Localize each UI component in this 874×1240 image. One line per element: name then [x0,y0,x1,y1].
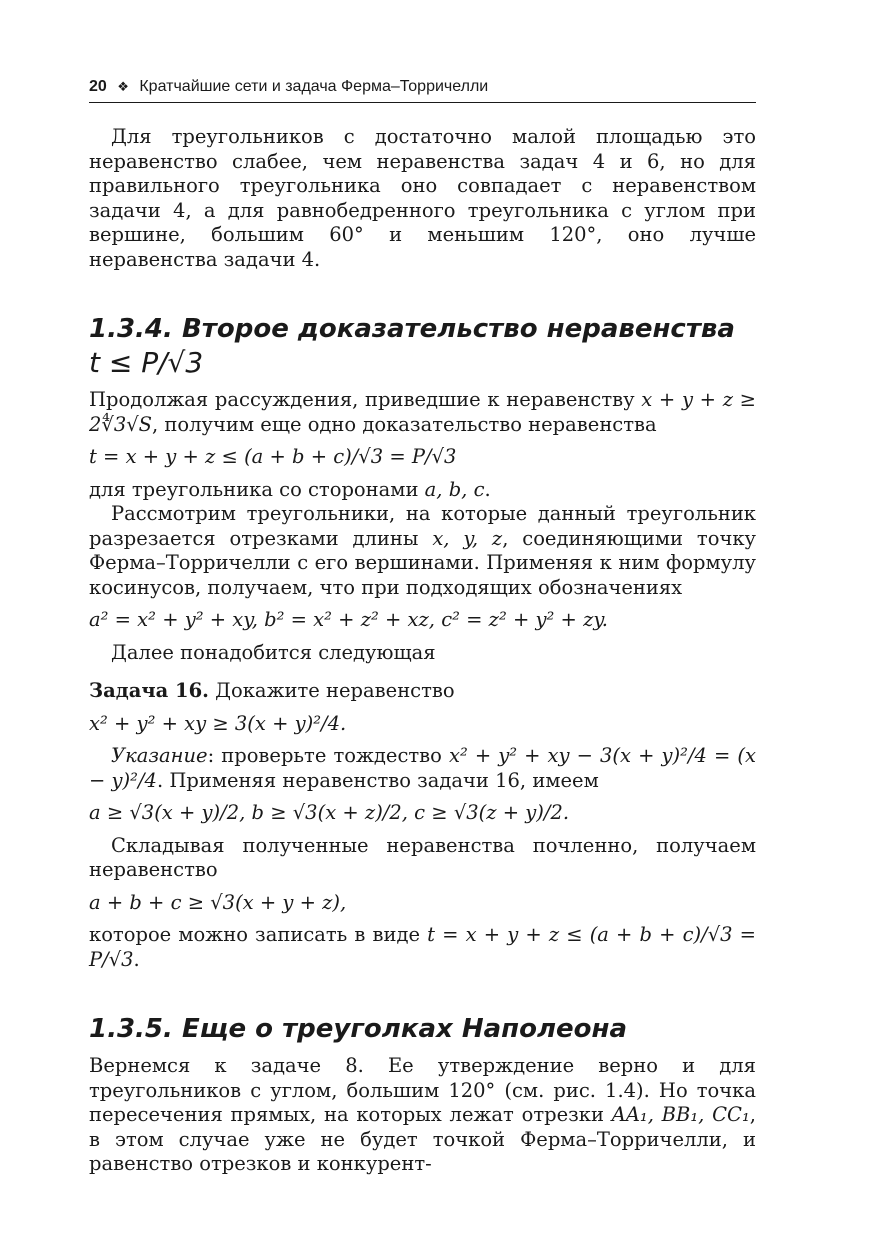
paragraph-2-text-b: , получим еще одно доказательство неравенства [152,412,657,436]
paragraph-3-text-b: . [484,477,491,501]
paragraph-2-text-a: Продолжая рассуждения, приведшие к неравенству [89,388,642,411]
ornament-icon: ❖ [117,79,129,94]
section-title: Второе доказательство неравенства [181,314,735,344]
paragraph-7-text-b: . [133,947,140,971]
hint-formula: x² + y² + xy − 3(x + y)²/4 = (x − y)²/4 [89,744,756,792]
paragraph-8-text-b: , в этом случае уже не будет точкой Ферма–Торричелли, и равенство отрезков и конкурент- [89,1103,756,1175]
running-head [89,70,756,103]
task-text: Докажите неравенство [215,679,455,702]
paragraph-3-text-a: для треугольника со сторонами [89,477,425,501]
section-heading-1-3-4 [89,312,756,380]
paragraph-4-text-a: Рассмотрим треугольники, на которые данный треугольник разрезается отрезками длины [89,502,756,550]
task-16 [89,679,756,704]
section-title: Еще о треуголках Наполеона [181,1014,628,1044]
formula-t-bound: t = x + y + z ≤ (a + b + c)/√3 = P/√3 [89,445,457,468]
paragraph-7-formula: t = x + y + z ≤ (a + b + c)/√3 = P/√3 [89,923,757,971]
task-16-formula: x² + y² + xy ≥ 3(x + y)²/4. [89,711,347,735]
hint-text-b: . Применяя неравенство задачи 16, имеем [156,768,599,792]
chapter-title: Кратчайшие сети и задача Ферма–Торричелли [139,78,489,95]
paragraph-4 [89,502,756,600]
paragraph-8 [89,1054,756,1177]
paragraph-7 [89,923,756,972]
paragraph-4-text-b: , соединяющими точку Ферма–Торричелли с его вершинами. Применяя к ним формулу косинусов, получаем, что при подходящих обозначениях [89,526,757,599]
paragraph-8-text-a: Вернемся к задаче 8. Ее утверждение верно и для треугольников с углом, большим 120° (см. рис. 1.4). Но точка пересечения прямых, на которых лежат отрезки [89,1054,756,1126]
paragraph-1: Для треугольников с достаточно малой площадью это неравенство слабее, чем неравенства задач 4 и 6, но для правильного треугольника оно совпадает с неравенством задачи 4, а для равнобедренного треугольника с углом при вершине, большим 60° и меньшим 120°, оно лучше неравенства задачи 4. [89,125,756,271]
sides-vars: a, b, c [424,477,485,501]
paragraph-7-text-a: которое можно записать в виде [89,923,428,946]
inequality-xyz-formula: x + y + z ≥ 2∜3√S [89,388,756,436]
formula-abc-bounds: a ≥ √3(x + y)/2, b ≥ √3(x + z)/2, c ≥ √3(z + y)/2. [89,801,570,824]
paragraph-3 [89,478,756,503]
hint-text-a: : проверьте тождество [207,744,449,767]
segments-vars: AA₁, BB₁, CC₁ [611,1103,750,1126]
section-heading-1-3-5 [89,1012,756,1046]
section-number: 1.3.4. [89,314,173,344]
formula-cosine-law: a² = x² + y² + xy, b² = x² + z² + xz, c² = z² + y² + zy. [89,608,608,631]
task-label: Задача 16. [89,679,209,702]
paragraph-2 [89,388,756,437]
paragraph-5: Далее понадобится следующая [111,640,436,664]
hint-label: Указание [111,744,208,767]
paragraph-6: Складывая полученные неравенства почленно, получаем неравенство [89,833,756,881]
page-number: 20 [89,78,107,95]
section-title-formula: t ≤ P/√3 [89,346,204,379]
hint-paragraph [89,744,756,793]
segment-vars: x, y, z [432,526,503,550]
formula-sum: a + b + c ≥ √3(x + y + z), [89,890,347,914]
section-number: 1.3.5. [89,1014,173,1044]
page [89,70,756,1177]
